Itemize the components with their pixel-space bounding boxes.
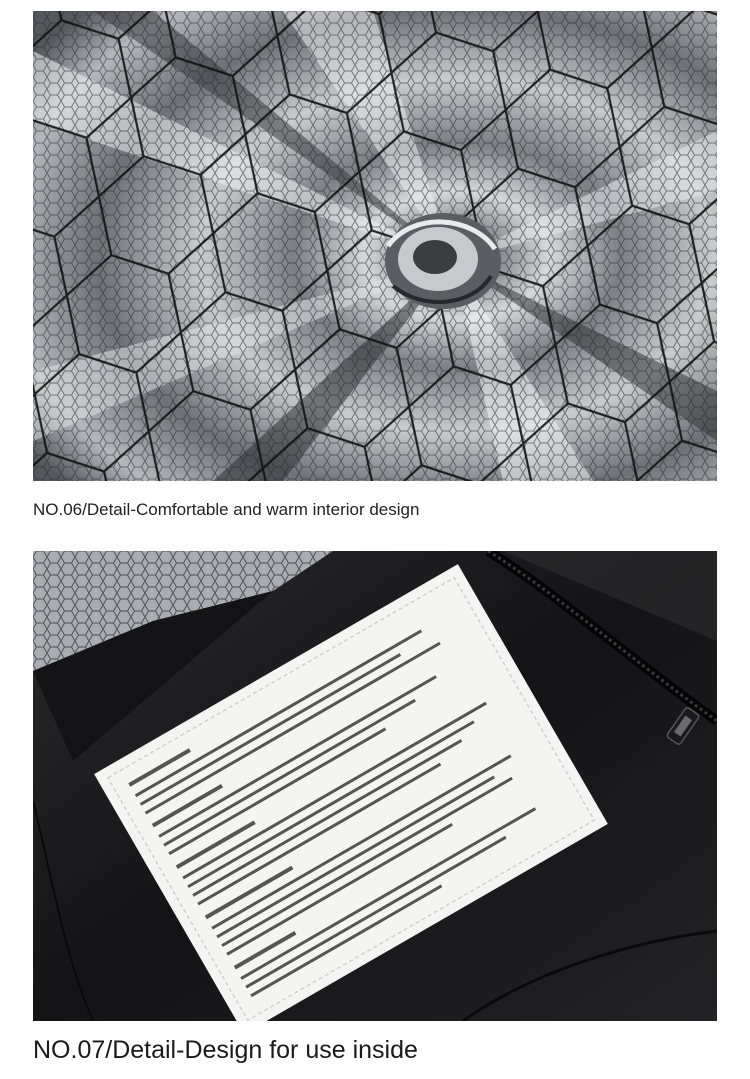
care-label-photo [33,551,717,1021]
care-label-illustration [33,551,717,1021]
detail-caption-07: NO.07/Detail-Design for use inside [33,1036,418,1064]
silver-lining-fabric-photo [33,11,717,481]
detail-caption-06: NO.06/Detail-Comfortable and warm interior design [33,500,420,519]
fabric-illustration [33,11,717,481]
